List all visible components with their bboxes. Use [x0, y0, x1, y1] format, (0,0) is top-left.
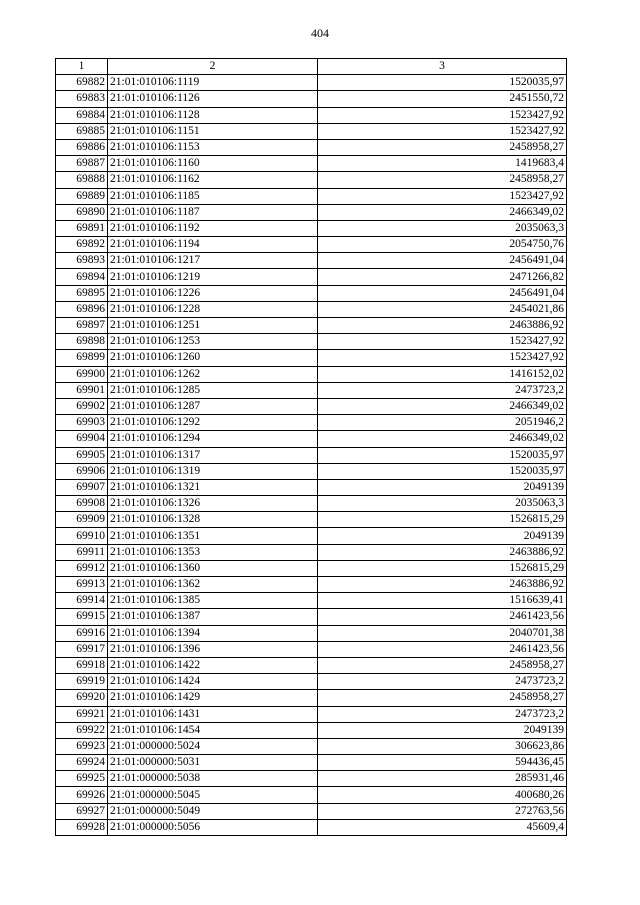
value-cell: 272763,56 [318, 803, 567, 819]
row-number-cell: 69922 [56, 722, 108, 738]
cadastral-number-cell: 21:01:000000:5024 [108, 738, 318, 754]
row-number-cell: 69902 [56, 398, 108, 414]
table-row [56, 172, 567, 188]
table-row [56, 350, 567, 366]
cadastral-number-cell: 21:01:010106:1128 [108, 107, 318, 123]
value-cell: 1523427,92 [318, 188, 567, 204]
row-number-cell: 69914 [56, 593, 108, 609]
table-row [56, 204, 567, 220]
value-cell: 1516639,41 [318, 593, 567, 609]
value-cell: 2049139 [318, 528, 567, 544]
row-number-cell: 69890 [56, 204, 108, 220]
page-number: 404 [311, 26, 329, 40]
row-number-cell: 69903 [56, 415, 108, 431]
cadastral-number-cell: 21:01:010106:1251 [108, 318, 318, 334]
row-number-cell: 69892 [56, 237, 108, 253]
row-number-cell: 69927 [56, 803, 108, 819]
table-row [56, 285, 567, 301]
table-row [56, 544, 567, 560]
value-cell: 2463886,92 [318, 544, 567, 560]
cadastral-number-cell: 21:01:010106:1262 [108, 366, 318, 382]
row-number-cell: 69921 [56, 706, 108, 722]
value-cell: 2461423,56 [318, 641, 567, 657]
cadastral-number-cell: 21:01:010106:1192 [108, 220, 318, 236]
cadastral-number-cell: 21:01:000000:5049 [108, 803, 318, 819]
table-row [56, 431, 567, 447]
table-row [56, 657, 567, 673]
row-number-cell: 69888 [56, 172, 108, 188]
table-row [56, 318, 567, 334]
value-cell: 2035063,3 [318, 220, 567, 236]
cadastral-number-cell: 21:01:010106:1187 [108, 204, 318, 220]
value-cell: 1523427,92 [318, 123, 567, 139]
cadastral-number-cell: 21:01:010106:1394 [108, 625, 318, 641]
value-cell: 1520035,97 [318, 75, 567, 91]
table-row [56, 479, 567, 495]
row-number-cell: 69916 [56, 625, 108, 641]
cadastral-number-cell: 21:01:010106:1151 [108, 123, 318, 139]
cadastral-number-cell: 21:01:010106:1328 [108, 512, 318, 528]
table-row [56, 738, 567, 754]
cadastral-number-cell: 21:01:010106:1119 [108, 75, 318, 91]
row-number-cell: 69896 [56, 301, 108, 317]
cadastral-number-cell: 21:01:010106:1226 [108, 285, 318, 301]
table-row [56, 609, 567, 625]
value-cell: 1416152,02 [318, 366, 567, 382]
value-cell: 2049139 [318, 722, 567, 738]
row-number-cell: 69917 [56, 641, 108, 657]
table-row [56, 91, 567, 107]
cadastral-number-cell: 21:01:010106:1294 [108, 431, 318, 447]
cadastral-number-cell: 21:01:000000:5045 [108, 787, 318, 803]
header-row [56, 59, 567, 75]
value-cell: 2456491,04 [318, 253, 567, 269]
value-cell: 2473723,2 [318, 674, 567, 690]
row-number-cell: 69911 [56, 544, 108, 560]
row-number-cell: 69928 [56, 819, 108, 835]
row-number-cell: 69897 [56, 318, 108, 334]
value-cell: 2466349,02 [318, 204, 567, 220]
table-row [56, 334, 567, 350]
value-cell: 2051946,2 [318, 415, 567, 431]
cadastral-number-cell: 21:01:010106:1422 [108, 657, 318, 673]
table-row [56, 560, 567, 576]
table-row [56, 156, 567, 172]
row-number-cell: 69898 [56, 334, 108, 350]
table-row [56, 253, 567, 269]
table-row [56, 301, 567, 317]
value-cell: 2471266,82 [318, 269, 567, 285]
value-cell: 2466349,02 [318, 431, 567, 447]
value-cell: 2035063,3 [318, 496, 567, 512]
value-cell: 2461423,56 [318, 609, 567, 625]
value-cell: 306623,86 [318, 738, 567, 754]
value-cell: 45609,4 [318, 819, 567, 835]
row-number-cell: 69923 [56, 738, 108, 754]
column-header-1: 1 [56, 59, 108, 75]
value-cell: 1520035,97 [318, 463, 567, 479]
cadastral-number-cell: 21:01:010106:1360 [108, 560, 318, 576]
cadastral-number-cell: 21:01:010106:1153 [108, 139, 318, 155]
value-cell: 2463886,92 [318, 318, 567, 334]
row-number-cell: 69919 [56, 674, 108, 690]
cadastral-number-cell: 21:01:010106:1185 [108, 188, 318, 204]
table-row [56, 237, 567, 253]
cadastral-number-cell: 21:01:010106:1260 [108, 350, 318, 366]
table-row [56, 755, 567, 771]
cadastral-number-cell: 21:01:010106:1160 [108, 156, 318, 172]
table-row [56, 512, 567, 528]
cadastral-number-cell: 21:01:010106:1429 [108, 690, 318, 706]
value-cell: 285931,46 [318, 771, 567, 787]
cadastral-number-cell: 21:01:010106:1287 [108, 398, 318, 414]
value-cell: 400680,26 [318, 787, 567, 803]
row-number-cell: 69924 [56, 755, 108, 771]
value-cell: 2049139 [318, 479, 567, 495]
row-number-cell: 69920 [56, 690, 108, 706]
row-number-cell: 69925 [56, 771, 108, 787]
row-number-cell: 69886 [56, 139, 108, 155]
column-header-3: 3 [318, 59, 567, 75]
cadastral-number-cell: 21:01:000000:5056 [108, 819, 318, 835]
row-number-cell: 69899 [56, 350, 108, 366]
table-row [56, 641, 567, 657]
table-row [56, 366, 567, 382]
value-cell: 1520035,97 [318, 447, 567, 463]
cadastral-number-cell: 21:01:010106:1317 [108, 447, 318, 463]
table-row [56, 674, 567, 690]
row-number-cell: 69909 [56, 512, 108, 528]
row-number-cell: 69912 [56, 560, 108, 576]
table-row [56, 269, 567, 285]
cadastral-number-cell: 21:01:010106:1162 [108, 172, 318, 188]
table-row [56, 188, 567, 204]
cadastral-number-cell: 21:01:010106:1321 [108, 479, 318, 495]
table-row [56, 382, 567, 398]
table-row [56, 123, 567, 139]
cadastral-number-cell: 21:01:010106:1228 [108, 301, 318, 317]
cadastral-number-cell: 21:01:010106:1362 [108, 577, 318, 593]
cadastral-number-cell: 21:01:010106:1253 [108, 334, 318, 350]
value-cell: 2466349,02 [318, 398, 567, 414]
value-cell: 1523427,92 [318, 334, 567, 350]
row-number-cell: 69894 [56, 269, 108, 285]
table-row [56, 625, 567, 641]
table-row [56, 722, 567, 738]
table-row [56, 398, 567, 414]
value-cell: 2040701,38 [318, 625, 567, 641]
cadastral-number-cell: 21:01:010106:1424 [108, 674, 318, 690]
cadastral-number-cell: 21:01:010106:1431 [108, 706, 318, 722]
value-cell: 2473723,2 [318, 706, 567, 722]
table-row [56, 107, 567, 123]
table-row [56, 787, 567, 803]
table-row [56, 690, 567, 706]
row-number-cell: 69904 [56, 431, 108, 447]
row-number-cell: 69913 [56, 577, 108, 593]
table-row [56, 593, 567, 609]
value-cell: 2456491,04 [318, 285, 567, 301]
cadastral-number-cell: 21:01:010106:1285 [108, 382, 318, 398]
value-cell: 2054750,76 [318, 237, 567, 253]
cadastral-number-cell: 21:01:010106:1219 [108, 269, 318, 285]
row-number-cell: 69891 [56, 220, 108, 236]
table-row [56, 447, 567, 463]
row-number-cell: 69901 [56, 382, 108, 398]
cadastral-number-cell: 21:01:010106:1126 [108, 91, 318, 107]
table-row [56, 220, 567, 236]
row-number-cell: 69893 [56, 253, 108, 269]
cadastral-number-cell: 21:01:010106:1194 [108, 237, 318, 253]
row-number-cell: 69905 [56, 447, 108, 463]
table-row [56, 577, 567, 593]
table-row [56, 139, 567, 155]
table-row [56, 803, 567, 819]
cadastral-number-cell: 21:01:010106:1326 [108, 496, 318, 512]
value-cell: 2473723,2 [318, 382, 567, 398]
table-row [56, 528, 567, 544]
value-cell: 594436,45 [318, 755, 567, 771]
value-cell: 2458958,27 [318, 172, 567, 188]
row-number-cell: 69910 [56, 528, 108, 544]
row-number-cell: 69906 [56, 463, 108, 479]
cadastral-number-cell: 21:01:010106:1385 [108, 593, 318, 609]
cadastral-number-cell: 21:01:010106:1396 [108, 641, 318, 657]
row-number-cell: 69883 [56, 91, 108, 107]
row-number-cell: 69918 [56, 657, 108, 673]
cadastral-number-cell: 21:01:010106:1353 [108, 544, 318, 560]
value-cell: 2454021,86 [318, 301, 567, 317]
value-cell: 1523427,92 [318, 107, 567, 123]
value-cell: 1526815,29 [318, 512, 567, 528]
table-row [56, 771, 567, 787]
row-number-cell: 69885 [56, 123, 108, 139]
row-number-cell: 69882 [56, 75, 108, 91]
row-number-cell: 69900 [56, 366, 108, 382]
row-number-cell: 69884 [56, 107, 108, 123]
cadastral-number-cell: 21:01:010106:1387 [108, 609, 318, 625]
value-cell: 1523427,92 [318, 350, 567, 366]
table-row [56, 75, 567, 91]
cadastral-number-cell: 21:01:000000:5038 [108, 771, 318, 787]
row-number-cell: 69895 [56, 285, 108, 301]
cadastral-number-cell: 21:01:010106:1292 [108, 415, 318, 431]
column-header-2: 2 [108, 59, 318, 75]
cadastral-number-cell: 21:01:010106:1454 [108, 722, 318, 738]
value-cell: 2458958,27 [318, 657, 567, 673]
table-body [56, 75, 567, 836]
table-row [56, 706, 567, 722]
table-row [56, 496, 567, 512]
cadastral-number-cell: 21:01:010106:1217 [108, 253, 318, 269]
table-header [56, 59, 567, 75]
row-number-cell: 69907 [56, 479, 108, 495]
row-number-cell: 69915 [56, 609, 108, 625]
table-row [56, 819, 567, 835]
value-cell: 1419683,4 [318, 156, 567, 172]
value-cell: 2458958,27 [318, 690, 567, 706]
row-number-cell: 69908 [56, 496, 108, 512]
row-number-cell: 69926 [56, 787, 108, 803]
data-table [55, 58, 567, 836]
value-cell: 2458958,27 [318, 139, 567, 155]
cadastral-number-cell: 21:01:010106:1351 [108, 528, 318, 544]
row-number-cell: 69889 [56, 188, 108, 204]
table-row [56, 415, 567, 431]
table-row [56, 463, 567, 479]
value-cell: 1526815,29 [318, 560, 567, 576]
value-cell: 2463886,92 [318, 577, 567, 593]
row-number-cell: 69887 [56, 156, 108, 172]
cadastral-number-cell: 21:01:010106:1319 [108, 463, 318, 479]
value-cell: 2451550,72 [318, 91, 567, 107]
cadastral-number-cell: 21:01:000000:5031 [108, 755, 318, 771]
